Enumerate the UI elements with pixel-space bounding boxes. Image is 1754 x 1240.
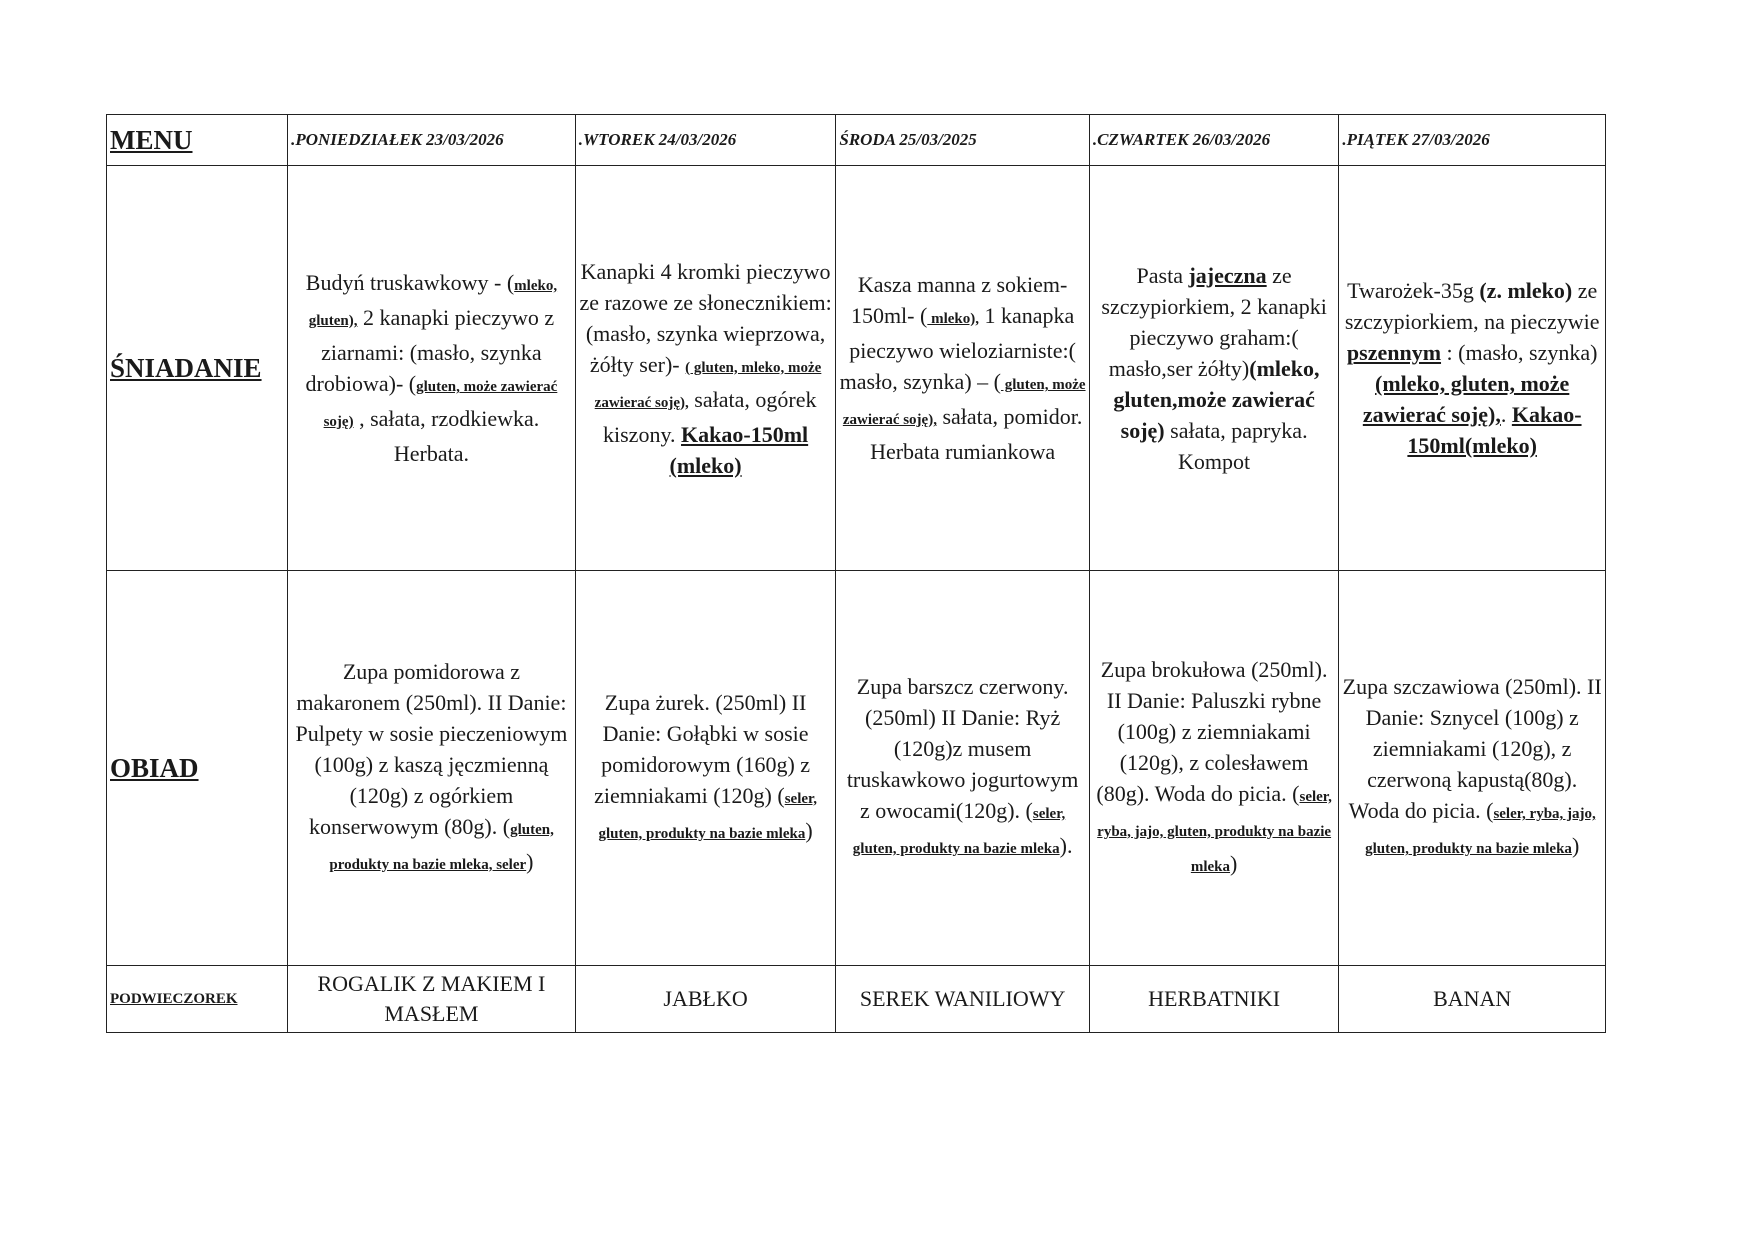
allergen-note: (z. mleko): [1479, 278, 1573, 303]
allergen-note: (mleko, gluten, może zawierać soję),: [1362, 371, 1570, 427]
breakfast-thursday: Pasta jajeczna ze szczypiorkiem, 2 kanapki pieczywo graham:( masło,ser żółty)(mleko, gluten,może zawierać soję) sałata, papryka. Kompot: [1089, 166, 1338, 571]
allergen-note: gluten, może zawierać soję): [323, 379, 558, 430]
header-row: [107, 115, 1606, 166]
drink-note: Kakao-150ml(mleko): [1407, 402, 1582, 458]
allergen-note: seler, ryba, jajo, gluten, produkty na bazie mleka: [1365, 806, 1596, 857]
lunch-thursday: Zupa brokułowa (250ml). II Danie: Paluszki rybne (100g) z ziemniakami (120g), z colesławem (80g). Woda do picia. (seler, ryba, jajo, gluten, produkty na bazie mleka): [1089, 571, 1338, 966]
day-header-thursday: .CZWARTEK 26/03/2026: [1089, 115, 1338, 166]
breakfast-row: [107, 166, 1606, 571]
allergen-note: seler, gluten, produkty na bazie mleka: [598, 790, 818, 842]
drink-note: Kakao-150ml (mleko): [669, 421, 809, 478]
day-header-monday: .PONIEDZIAŁEK 23/03/2026: [288, 115, 576, 166]
day-header-tuesday: .WTOREK 24/03/2026: [575, 115, 836, 166]
allergen-note: mleko, gluten),: [308, 278, 558, 329]
allergen-note: (mleko, gluten,może zawierać soję): [1113, 355, 1320, 443]
allergen-highlight: pszennym: [1346, 340, 1442, 365]
menu-table: [106, 114, 1606, 1033]
allergen-note: mleko),: [927, 311, 979, 327]
breakfast-monday: Budyń truskawkowy - (mleko, gluten), 2 kanapki pieczywo z ziarnami: (masło, szynka drobiowa)- (gluten, może zawierać soję) , sałata, rzodkiewka. Herbata.: [288, 166, 576, 571]
breakfast-label: ŚNIADANIE: [107, 166, 288, 571]
breakfast-tuesday: Kanapki 4 kromki pieczywo ze razowe ze słonecznikiem: (masło, szynka wieprzowa, żółty ser)- ( gluten, mleko, może zawierać soję), sałata, ogórek kiszony. Kakao-150ml (mleko): [575, 166, 836, 571]
day-header-wednesday: ŚRODA 25/03/2025: [836, 115, 1090, 166]
allergen-note: gluten, może zawierać soję),: [842, 377, 1086, 428]
snack-row: [107, 966, 1606, 1033]
breakfast-friday: Twarożek-35g (z. mleko) ze szczypiorkiem, na pieczywie pszennym : (masło, szynka)(mleko, gluten, może zawierać soję),. Kakao-150ml(mleko): [1339, 166, 1606, 571]
snack-thursday: HERBATNIKI: [1089, 966, 1338, 1033]
allergen-note: seler, gluten, produkty na bazie mleka: [852, 806, 1066, 857]
breakfast-wednesday: Kasza manna z sokiem-150ml- ( mleko), 1 kanapka pieczywo wieloziarniste:( masło, szynka) – ( gluten, może zawierać soję), sałata, pomidor. Herbata rumiankowa: [836, 166, 1090, 571]
lunch-wednesday: Zupa barszcz czerwony.(250ml) II Danie: Ryż (120g)z musem truskawkowo jogurtowym z owocami(120g). (seler, gluten, produkty na bazie mleka).: [836, 571, 1090, 966]
lunch-label: OBIAD: [107, 571, 288, 966]
day-header-friday: .PIĄTEK 27/03/2026: [1339, 115, 1606, 166]
allergen-note: gluten, produkty na bazie mleka, seler: [329, 821, 554, 873]
snack-label: PODWIECZOREK: [107, 966, 288, 1033]
snack-monday: ROGALIK Z MAKIEM I MASŁEM: [288, 966, 576, 1033]
menu-title: MENU: [107, 115, 288, 166]
lunch-monday: Zupa pomidorowa z makaronem (250ml). II Danie: Pulpety w sosie pieczeniowym (100g) z kaszą jęczmienną (120g) z ogórkiem konserwowym (80g). (gluten, produkty na bazie mleka, seler): [288, 571, 576, 966]
allergen-highlight: jajeczna: [1188, 262, 1267, 288]
allergen-note: ( gluten, mleko, może zawierać soję),: [594, 359, 822, 411]
snack-tuesday: JABŁKO: [575, 966, 836, 1033]
snack-friday: BANAN: [1339, 966, 1606, 1033]
snack-wednesday: SEREK WANILIOWY: [836, 966, 1090, 1033]
lunch-tuesday: Zupa żurek. (250ml) II Danie: Gołąbki w sosie pomidorowym (160g) z ziemniakami (120g) (seler, gluten, produkty na bazie mleka): [575, 571, 836, 966]
lunch-friday: Zupa szczawiowa (250ml). II Danie: Sznycel (100g) z ziemniakami (120g), z czerwoną kapustą(80g). Woda do picia. (seler, ryba, jajo, gluten, produkty na bazie mleka): [1339, 571, 1606, 966]
lunch-row: [107, 571, 1606, 966]
allergen-note: seler, ryba, jajo, gluten, produkty na bazie mleka: [1097, 788, 1332, 875]
